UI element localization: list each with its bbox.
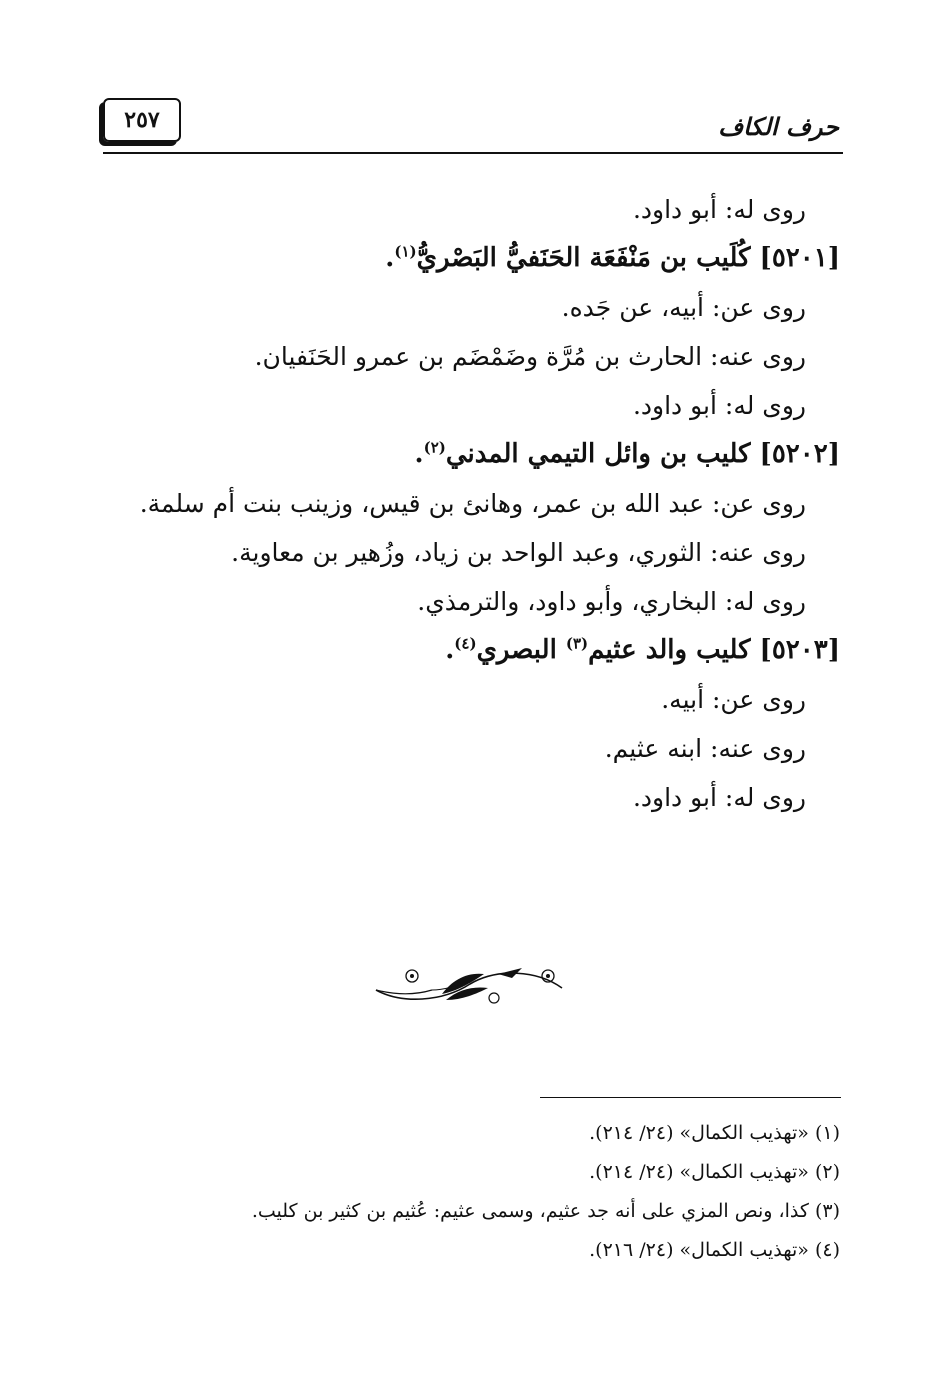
footnote-4: (٤) «تهذيب الكمال» (٢٤/ ٢١٦). bbox=[589, 1239, 840, 1261]
narration-line: روى عنه: الثوري، وعبد الواحد بن زياد، وزُهير بن معاوية. bbox=[231, 538, 806, 567]
entry-heading-5203: [٥٢٠٣] كليب والد عثيم$^{(٣)}$ البصري$^{(٤)}$. bbox=[445, 634, 840, 665]
narration-line: روى عن: أبيه. bbox=[661, 685, 806, 714]
footnotes bbox=[100, 1114, 840, 1270]
running-title: حرف الكاف bbox=[718, 112, 839, 141]
narration-line: روى عنه: ابنه عثيم. bbox=[604, 734, 806, 763]
narration-line: روى عنه: الحارث بن مُرَّة وضَمْضَم بن عمرو الحَنَفيان. bbox=[254, 342, 806, 371]
page-number: ٢٥٧ bbox=[124, 107, 160, 133]
page-number-box bbox=[103, 98, 181, 142]
entry-heading-5202: [٥٢٠٢] كليب بن وائل التيمي المدني$^{(٢)}$. bbox=[414, 438, 840, 469]
footnote-ref: (١) bbox=[394, 242, 417, 261]
main-text bbox=[100, 185, 840, 822]
footnote-1: (١) «تهذيب الكمال» (٢٤/ ٢١٤). bbox=[589, 1122, 840, 1144]
footnote-rule bbox=[540, 1097, 841, 1098]
narration-line: روى عن: عبد الله بن عمر، وهانئ بن قيس، وزينب بنت أم سلمة. bbox=[139, 489, 806, 518]
footnote-ref: (٢) bbox=[423, 438, 446, 457]
narration-line: روى له: أبو داود. bbox=[632, 195, 806, 224]
entry-heading-5201: [٥٢٠١] كُلَيب بن مَنْفَعَة الحَنَفيُّ البَصْريُّ$^{(١)}$. bbox=[385, 242, 840, 273]
floral-divider-icon bbox=[372, 960, 568, 1012]
footnote-2: (٢) «تهذيب الكمال» (٢٤/ ٢١٤). bbox=[589, 1161, 840, 1183]
narration-line: روى له: أبو داود. bbox=[632, 783, 806, 812]
footnote-ref: (٣) bbox=[565, 634, 589, 653]
narration-line: روى له: أبو داود. bbox=[632, 391, 806, 420]
narration-line: روى له: البخاري، وأبو داود، والترمذي. bbox=[417, 587, 806, 616]
footnote-ref: (٤) bbox=[454, 634, 477, 653]
header-rule bbox=[103, 152, 843, 154]
narration-line: روى عن: أبيه، عن جَده. bbox=[561, 293, 806, 322]
footnote-3: (٣) كذا، ونص المزي على أنه جد عثيم، وسمى عثيم: عُثيم بن كثير بن كليب. bbox=[251, 1200, 840, 1222]
